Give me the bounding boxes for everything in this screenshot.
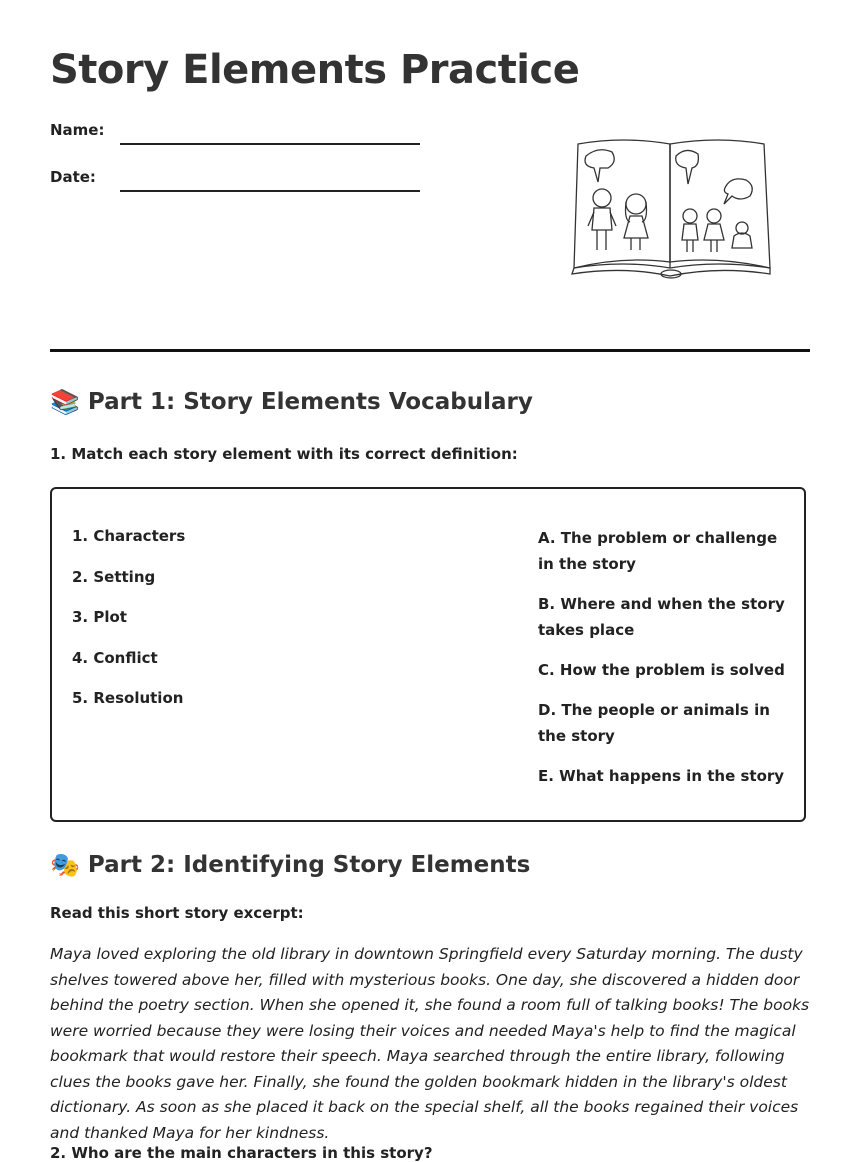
question-2: 2. Who are the main characters in this story? (50, 1144, 433, 1162)
term-item: 1. Characters (72, 527, 186, 545)
date-label: Date: (50, 168, 96, 186)
page-title: Story Elements Practice (50, 47, 580, 93)
definition-item: C. How the problem is solved (538, 661, 785, 679)
question-1: 1. Match each story element with its correct definition: (50, 445, 518, 463)
open-storybook-icon (568, 134, 774, 280)
date-field-line[interactable] (120, 190, 420, 192)
part2-heading-text: Part 2: Identifying Story Elements (87, 852, 531, 878)
definition-item: B. Where and when the story takes place (538, 595, 785, 639)
story-excerpt: Maya loved exploring the old library in downtown Springfield every Saturday morning. The dusty shelves towered above her, filled with mysterious books. One day, she discovered a hidden door behind the poetry section. When she opened it, she found a room full of talking books! The books were worried because they were losing their voices and needed Maya's help to find the magical bookmark that would restore their speech. Maya searched through the entire library, following clues the books gave her. Finally, she found the golden bookmark hidden in the library's oldest dictionary. As soon as she placed it back on the special shelf, all the books regained their voices and thanked Maya for her kindness. (50, 945, 810, 1142)
definition-item: A. The problem or challenge in the story (538, 529, 778, 573)
term-item: 3. Plot (72, 608, 127, 626)
term-item: 5. Resolution (72, 689, 184, 707)
terms-column (72, 525, 372, 728)
part2-heading (50, 851, 530, 879)
name-field-line[interactable] (120, 143, 420, 145)
section-divider (50, 349, 810, 352)
theater-masks-icon: 🎭 (50, 851, 80, 879)
part1-heading-text: Part 1: Story Elements Vocabulary (87, 389, 533, 415)
name-label: Name: (50, 121, 105, 139)
books-icon: 📚 (50, 388, 80, 416)
definitions-column (538, 525, 788, 803)
term-item: 4. Conflict (72, 648, 158, 667)
term-item: 2. Setting (72, 567, 156, 586)
definition-item: D. The people or animals in the story (538, 701, 770, 745)
part1-heading (50, 388, 533, 416)
definition-item: E. What happens in the story (538, 767, 785, 785)
matching-box (50, 487, 806, 822)
read-instruction: Read this short story excerpt: (50, 904, 304, 922)
